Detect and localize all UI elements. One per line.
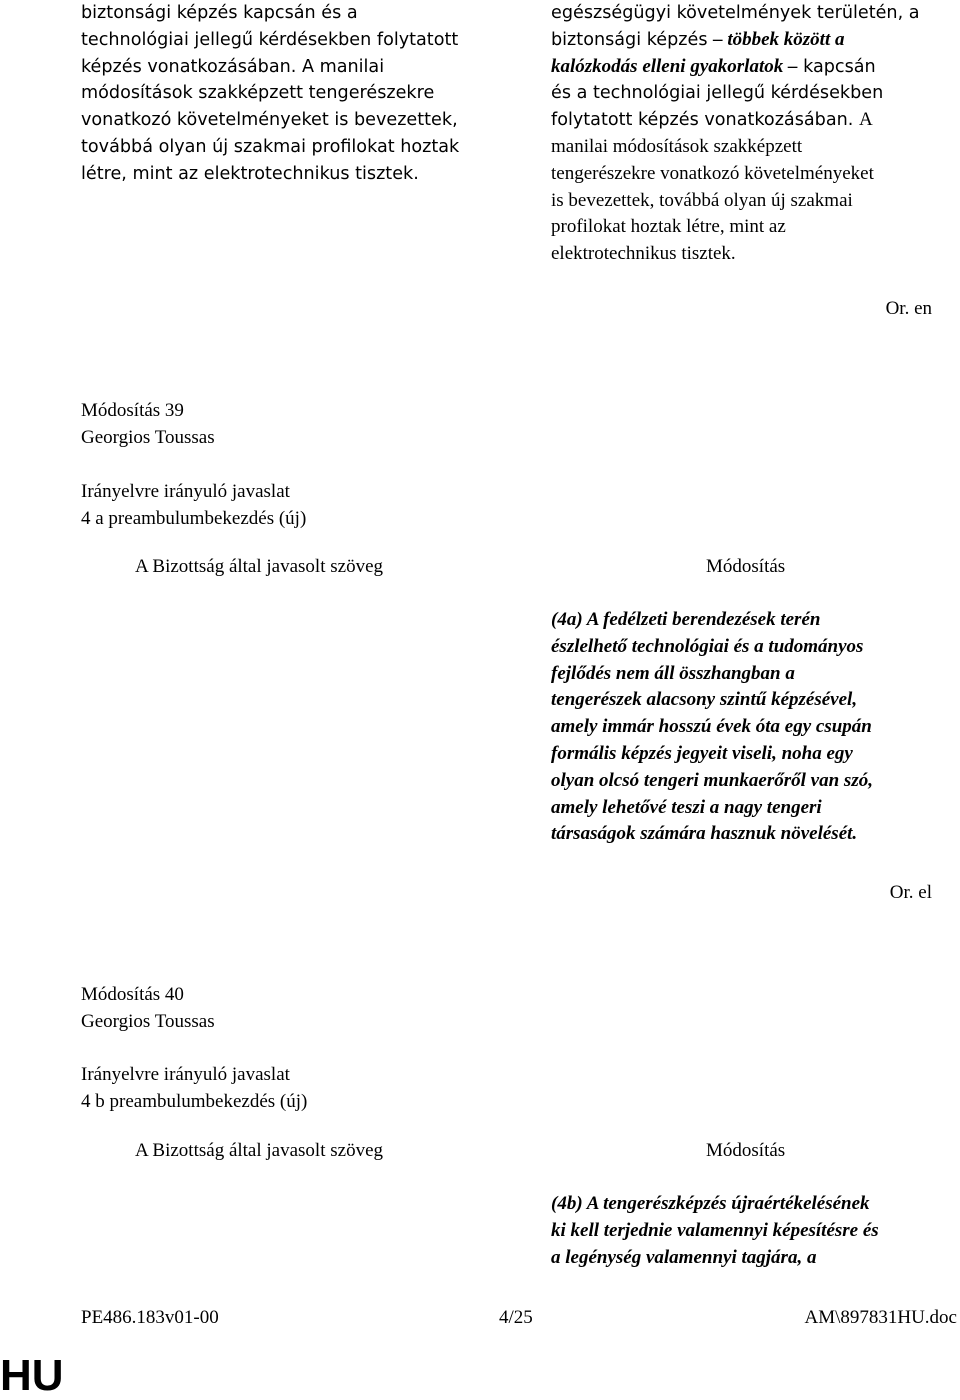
original-language-label: Or. el xyxy=(889,882,932,903)
text-line: továbbá olyan új szakmai profilokat hoztak xyxy=(81,136,460,157)
text-line xyxy=(551,214,946,241)
text-segment: kalózkodás elleni gyakorlatok – xyxy=(551,55,798,77)
text-segment: is bevezettek, továbbá olyan új szakmai xyxy=(551,189,853,211)
text-line: vonatkozó követelményeket is bevezettek, xyxy=(81,110,458,131)
text-line xyxy=(551,107,946,134)
text-line: ki kell terjednie valamennyi képesítésre és xyxy=(551,1219,879,1241)
text-line: észlelhető technológiai és a tudományos xyxy=(551,635,864,657)
text-line: módosítások szakképzett tengerészekre xyxy=(81,83,435,104)
footer-doc-reference: PE486.183v01-00 xyxy=(81,1307,219,1328)
text-line: formális képzés jegyeit viseli, noha egy xyxy=(551,742,853,764)
commission-text-heading: A Bizottság által javasolt szöveg xyxy=(135,556,384,577)
amendment-39-header xyxy=(81,398,215,452)
amendment-author: Georgios Toussas xyxy=(81,426,215,448)
text-segment: kapcsán xyxy=(797,56,876,77)
text-line: a legénység valamennyi tagjára, a xyxy=(551,1246,817,1268)
proposal-type: Irányelvre irányuló javaslat xyxy=(81,1064,290,1085)
amendment-author: Georgios Toussas xyxy=(81,1010,215,1032)
text-segment: – többek között a xyxy=(713,28,845,50)
amendment-heading: Módosítás xyxy=(706,556,786,577)
text-line xyxy=(551,188,946,215)
amendment-heading: Módosítás xyxy=(706,1140,786,1161)
text-line: olyan olcsó tengeri munkaerőről van szó, xyxy=(551,769,873,791)
recital-reference: 4 a preambulumbekezdés (új) xyxy=(81,507,307,529)
text-line: (4a) A fedélzeti berendezések terén xyxy=(551,609,821,630)
text-line xyxy=(551,0,946,27)
text-segment: elektrotechnikus tisztek. xyxy=(551,243,736,265)
recital-reference: 4 b preambulumbekezdés (új) xyxy=(81,1090,308,1112)
text-segment: és a technológiai jellegű kérdésekben xyxy=(551,83,884,104)
text-segment: folytatott képzés vonatkozásában. xyxy=(551,110,859,131)
text-line: technológiai jellegű kérdésekben folytatott xyxy=(81,29,459,50)
text-segment: egészségügyi követelmények területén, a xyxy=(551,3,920,23)
text-segment: tengerészekre vonatkozó követelményeket xyxy=(551,162,874,184)
amendment-39-reference xyxy=(81,479,306,533)
text-line xyxy=(551,54,946,81)
amendment-number: Módosítás 39 xyxy=(81,400,184,421)
text-line xyxy=(551,161,946,188)
language-code: HU xyxy=(0,1351,64,1400)
text-line: amely lehetővé teszi a nagy tengeri xyxy=(551,796,822,818)
amendment-40-header xyxy=(81,982,215,1036)
text-segment: profilokat hoztak létre, mint az xyxy=(551,216,786,238)
text-line: képzés vonatkozásában. A manilai xyxy=(81,56,385,77)
text-line xyxy=(551,241,946,268)
footer-page-number: 4/25 xyxy=(499,1307,533,1328)
text-line: amely immár hosszú évek óta egy csupán xyxy=(551,716,872,738)
right-column-text xyxy=(551,0,946,268)
text-segment: manilai módosítások szakképzett xyxy=(551,135,803,157)
text-segment: A xyxy=(858,109,873,131)
text-line: létre, mint az elektrotechnikus tisztek. xyxy=(81,163,419,184)
commission-text-heading: A Bizottság által javasolt szöveg xyxy=(135,1140,384,1161)
amendment-40-text xyxy=(551,1191,946,1271)
text-line xyxy=(551,80,946,107)
text-line xyxy=(551,134,946,161)
amendment-39-text xyxy=(551,607,946,848)
text-line: biztonsági képzés kapcsán és a xyxy=(81,3,358,23)
text-line: tengerészek alacsony szintű képzésével, xyxy=(551,689,858,711)
amendment-number: Módosítás 40 xyxy=(81,984,184,1005)
amendment-40-reference xyxy=(81,1062,307,1116)
text-segment: biztonsági képzés xyxy=(551,29,714,50)
text-line: (4b) A tengerészképzés újraértékelésének xyxy=(551,1193,870,1214)
proposal-type: Irányelvre irányuló javaslat xyxy=(81,481,290,502)
original-language-label: Or. en xyxy=(885,298,932,319)
left-column-text xyxy=(81,0,491,188)
text-line: társaságok számára hasznuk növelését. xyxy=(551,823,858,845)
text-line: fejlődés nem áll összhangban a xyxy=(551,662,795,684)
footer-file-name: AM\897831HU.doc xyxy=(804,1307,957,1328)
text-line xyxy=(551,27,946,54)
